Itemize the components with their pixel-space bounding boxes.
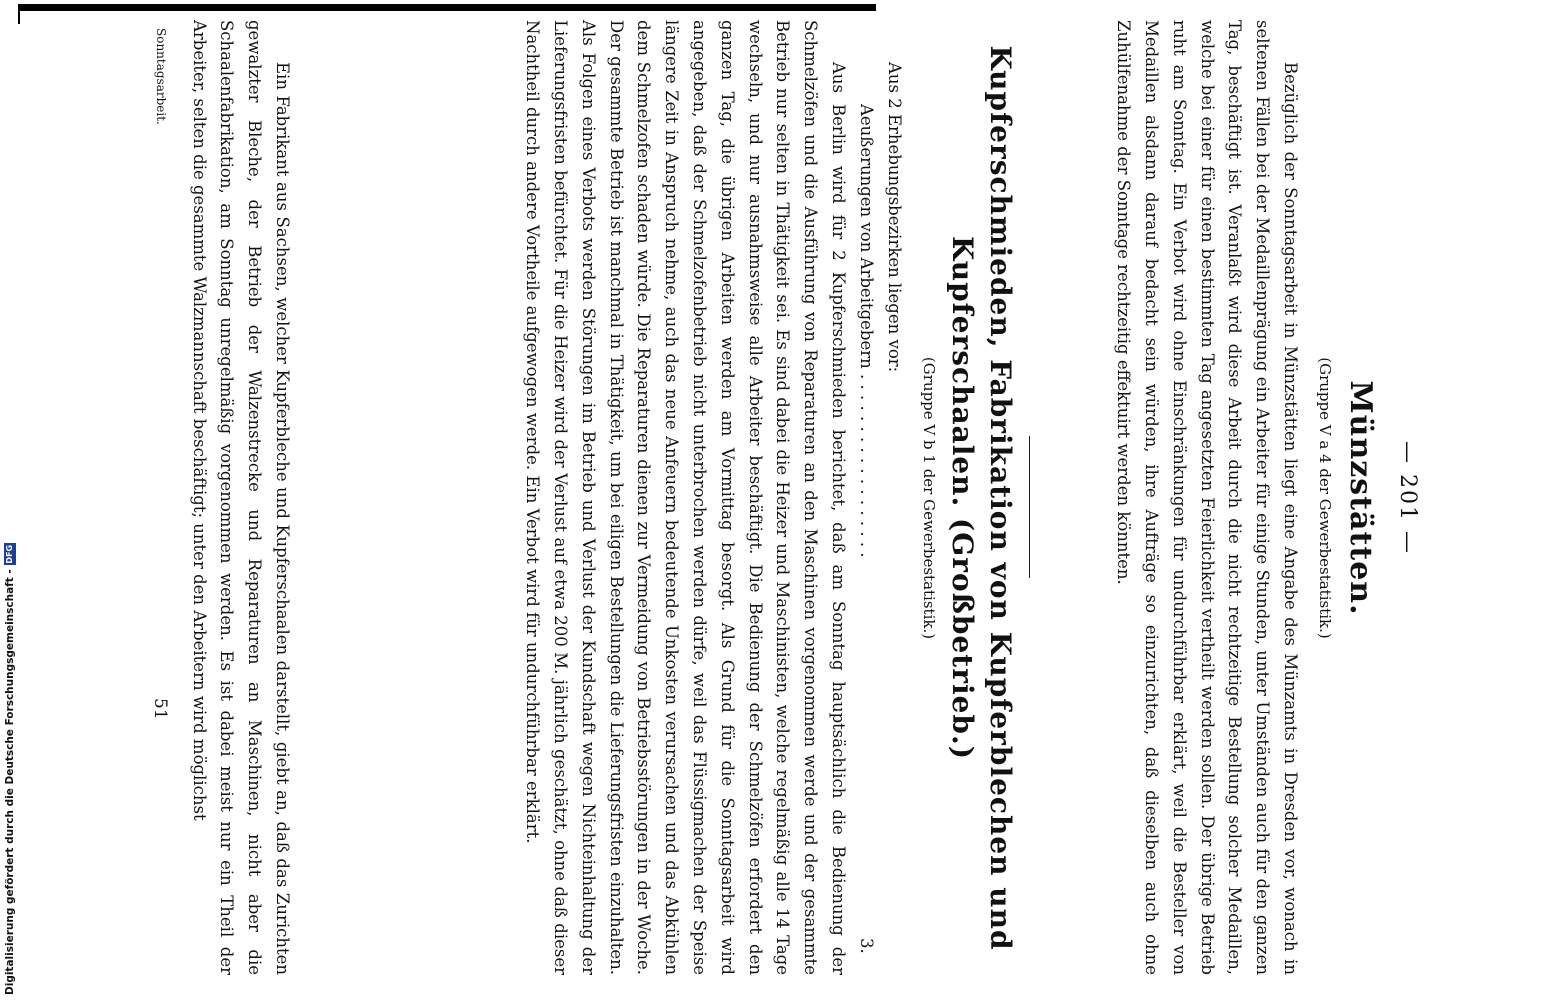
document-page bbox=[130, 8, 1430, 988]
intro-line: Aus 2 Erhebungsbezirken liegen vor: bbox=[885, 62, 904, 373]
paragraph-muenzstaetten: Bezüglich der Sonntagsarbeit in Münzstätten liegt eine Angabe des Münzamts in Dresden vor, wonach in seltenen Fällen bei der Medaillenprägung ein Arbeiter für einige Stunden, unter Umständen auch für den ganzen Tag, beschäftigt ist. Veranlaßt wird diese Arbeit durch die nicht rechtzeitige Bestellung solcher Medaillen, welche bei einer für einen bestimmten Tag angesetzten Feierlichkeit vertheilt werden sollen. Der übrige Betrieb ruht am Sonntag. Ein Verbot wird ohne Einschränkungen für undurchführbar erklärt, weil die Besteller von Medaillen alsdann darauf bedacht sein würden, ihre Aufträge so einzurichten, daß dieselben auch ohne Zuhülfenahme der Sonntage rechtzeitig effektuirt werden könnten. bbox=[1114, 20, 1300, 975]
scan-border-edge bbox=[18, 4, 20, 24]
count-value: 3. bbox=[857, 938, 876, 954]
section-subtitle: (Gruppe V a 4 der Gewerbestatistik.) bbox=[1316, 357, 1334, 639]
section-subtitle: (Gruppe V b 1 der Gewerbestatistik.) bbox=[920, 356, 938, 640]
page-number: — 201 — bbox=[1395, 441, 1420, 555]
digitization-credit bbox=[4, 543, 16, 995]
section-title-muenzstaetten: Münzstätten. bbox=[1343, 380, 1378, 616]
sheet-number: 51 bbox=[150, 698, 170, 720]
dfg-logo-icon: DFG bbox=[5, 544, 14, 564]
count-label: Aeußerungen von Arbeitgebern . . . . . . . . . . . . . . . . . . bbox=[857, 104, 876, 558]
paragraph-sachsen: Ein Fabrikant aus Sachsen, welcher Kupferbleche und Kupferschaalen darstellt, giebt an, daß das Zurichten gewalzter Bleche, der Betrieb der Walzenstrecke und Reparaturen an Maschinen, nicht aber die Schaalenfabrikation, am Sonntag unregelmäßig vorgenommen werden. Es ist dabei meist nur ein Theil der Arbeiter, selten die gesammte Walzmannschaft beschäftigt; unter den Arbeitern wird möglichst bbox=[189, 20, 292, 975]
section-title-kupferschmieden-line2: Kupferschaalen. (Großbetrieb.) bbox=[946, 236, 979, 760]
section-divider bbox=[1029, 436, 1030, 578]
credit-text: Digitalisierung gefördert durch die Deutsche Forschungsgemeinschaft - bbox=[4, 569, 16, 995]
section-title-kupferschmieden-line1: Kupferschmieden, Fabrikation von Kupferblechen und bbox=[984, 45, 1017, 951]
paragraph-berlin: Aus Berlin wird für 2 Kupferschmieden berichtet, daß am Sonntag hauptsächlich die Bedienung der Schmelzöfen und die Ausführung von Reparaturen an den Maschinen vorgenommen werde und der gesammte Betrieb nur selten in Thätigkeit sei. Es sind dabei die Heizer und Maschinisten, welche regelmäßig alle 14 Tage wechseln, und nur ausnahmsweise alle Arbeiter beschäftigt. Die Bedienung der Schmelzöfen erfordert den ganzen Tag, die übrigen Arbeiten werden am Vormittag besorgt. Als Grund für die Sonntagsarbeit wird angegeben, daß der Schmelzofenbetrieb nicht unterbrochen werden dürfe, weil das Flüssigmachen der Speise längere Zeit in Anspruch nehme, auch das neue Anfeuern bedeutende Unkosten verursachen und das Abkühlen dem Schmelzofen schaden würde. Die Reparaturen dienen zur Vermeidung von Betriebsstörungen in der Woche. Der gesammte Betrieb ist manchmal in Thätigkeit, um bei eiligen Bestellungen die Lieferungsfristen einzuhalten. Als Folgen eines Verbots werden Störungen im Betrieb und Verlust der Kundschaft wegen Nichteinhaltung der Lieferungsfristen befürchtet. Für die Heizer wird der Verlust auf etwa 200 M. jährlich geschätzt, ohne daß dieser Nachtheil durch andere Vortheile aufgewogen werde. Ein Verbot wird für undurchführbar erklärt. bbox=[523, 20, 848, 975]
footer-signature: Sonntagsarbeit. bbox=[154, 28, 168, 125]
